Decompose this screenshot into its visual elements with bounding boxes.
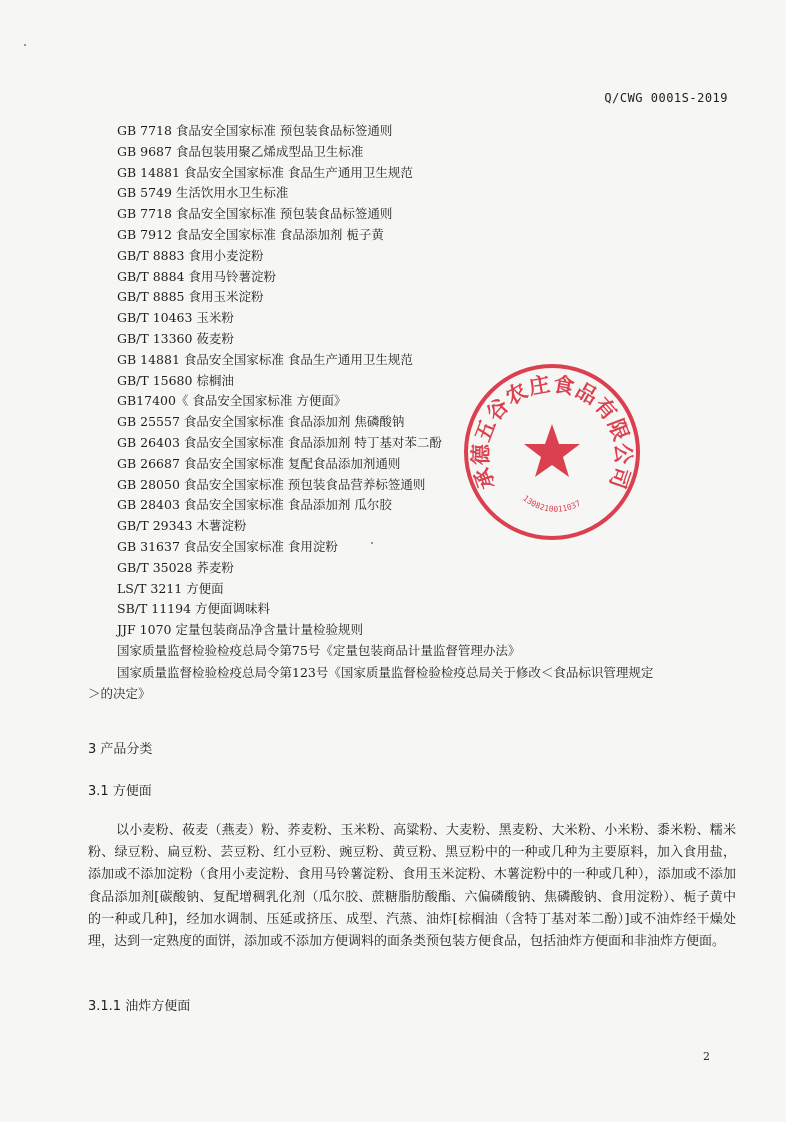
reference-item: GB 7912 食品安全国家标准 食品添加剂 栀子黄: [117, 226, 384, 242]
reference-item: GB 26403 食品安全国家标准 食品添加剂 特丁基对苯二酚: [117, 434, 442, 450]
reference-item: GB 14881 食品安全国家标准 食品生产通用卫生规范: [117, 164, 413, 180]
reference-item: GB/T 8885 食用玉米淀粉: [117, 289, 264, 305]
reference-item: GB 7718 食品安全国家标准 预包装食品标签通则: [117, 206, 393, 222]
reference-line-1: 国家质量监督检验检疫总局令第123号《国家质量监督检验检疫总局关于修改＜食品标识管理规定: [117, 664, 654, 680]
reference-item: GB/T 29343 木薯淀粉: [117, 518, 247, 534]
reference-item: GB 5749 生活饮用水卫生标准: [117, 185, 289, 201]
scan-speck: [371, 542, 373, 544]
reference-item: GB/T 35028 荞麦粉: [117, 559, 234, 575]
section-heading-3: 3 产品分类: [88, 742, 153, 757]
reference-item: GB/T 15680 棕榈油: [117, 372, 234, 388]
company-seal: [462, 362, 642, 542]
reference-item: GB17400《 食品安全国家标准 方便面》: [117, 393, 347, 409]
reference-item: GB 31637 食品安全国家标准 食用淀粉: [117, 538, 338, 554]
reference-item: GB/T 13360 莜麦粉: [117, 330, 234, 346]
page-number: 2: [703, 1050, 710, 1063]
reference-item: GB/T 10463 玉米粉: [117, 310, 234, 326]
section-heading-3-1-1: 3.1.1 油炸方便面: [88, 999, 191, 1014]
reference-item: GB 14881 食品安全国家标准 食品生产通用卫生规范: [117, 351, 413, 367]
svg-text:承德五谷农庄食品有限公司: 承德五谷农庄食品有限公司: [467, 371, 637, 493]
reference-line-2: ＞的决定》: [88, 685, 151, 701]
scan-speck: [24, 44, 26, 46]
reference-item: GB 7718 食品安全国家标准 预包装食品标签通则: [117, 123, 393, 138]
reference-item: LS/T 3211 方便面: [117, 580, 224, 596]
document-code: Q/CWG 0001S-2019: [604, 91, 728, 105]
definition-paragraph: 以小麦粉、莜麦（燕麦）粉、荞麦粉、玉米粉、高粱粉、大麦粉、黑麦粉、大米粉、小米粉、黍米粉、糯米粉、绿豆粉、扁豆粉、芸豆粉、红小豆粉、豌豆粉、黄豆粉、黑豆粉中的一种或几种为主要原料，加入食用盐，添加或不添加淀粉（食用小麦淀粉、食用马铃薯淀粉、食用玉米淀粉、木薯淀粉中的一种或几种），添加或不添加食品添加剂[碳酸钠、复配增稠乳化剂（瓜尔胶、蔗糖脂肪酸酯、六偏磷酸钠、焦磷酸钠、食用淀粉）、栀子黄中的一种或几种]，经加水调制、压延或挤压、成型、汽蒸、油炸[棕榈油（含特丁基对苯二酚）]或不油炸经干燥处理，达到一定熟度的面饼，添加或不添加方便调料的面条类预包装方便食品，包括油炸方便面和非油炸方便面。: [88, 823, 736, 950]
reference-item: GB 28050 食品安全国家标准 预包装食品营养标签通则: [117, 476, 426, 492]
reference-item: GB 28403 食品安全国家标准 食品添加剂 瓜尔胶: [117, 497, 392, 513]
section-heading-3-1: 3.1 方便面: [88, 784, 152, 799]
reference-item: GB 9687 食品包装用聚乙烯成型品卫生标准: [117, 143, 364, 159]
reference-item: JJF 1070 定量包装商品净含量计量检验规则: [117, 622, 363, 638]
reference-item: 国家质量监督检验检疫总局令第75号《定量包装商品计量监督管理办法》: [117, 642, 521, 658]
reference-item: SB/T 11194 方便面调味料: [117, 601, 271, 617]
svg-text:1308210011037: 1308210011037: [521, 493, 583, 514]
reference-item: GB 25557 食品安全国家标准 食品添加剂 焦磷酸钠: [117, 414, 405, 430]
reference-item-long: [88, 662, 729, 704]
reference-item: GB/T 8883 食用小麦淀粉: [117, 247, 264, 263]
reference-item: GB/T 8884 食用马铃薯淀粉: [117, 268, 276, 284]
star-icon: [524, 424, 580, 477]
reference-item: GB 26687 食品安全国家标准 复配食品添加剂通则: [117, 455, 401, 471]
